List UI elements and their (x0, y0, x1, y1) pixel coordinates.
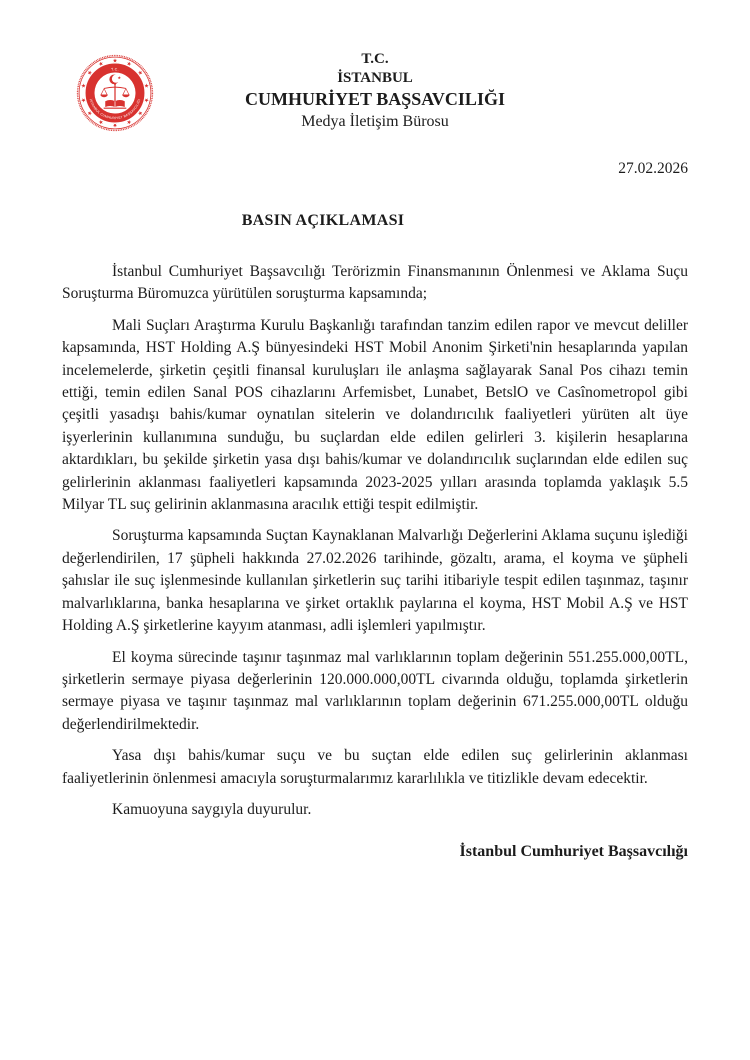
letterhead-bureau: Medya İletişim Bürosu (301, 113, 449, 130)
letterhead-republic-abbrev: T.C. (361, 51, 389, 67)
prosecutor-seal-icon (76, 52, 154, 134)
paragraph-commitment: Yasa dışı bahis/kumar suçu ve bu suçtan elde edilen suç gelirlerinin aklanması faaliyetlerinin önlenmesi amacıyla soruşturmalarımız kararlılıkla ve titizlikle devam edecektir. (62, 747, 688, 787)
paragraph-findings: Mali Suçları Araştırma Kurulu Başkanlığı tarafından tanzim edilen rapor ve mevcut deliller kapsamında, HST Holding A.Ş bünyesindeki HST Mobil Anonim Şirketi'nin hesaplarında yapılan incelemelerde, şirketin çeşitli finansal kuruluşları ile anlaşma sağlayarak Sanal Pos cihazı temin ettiği, temin edilen Sanal POS cihazlarını Arfemisbet, Lunabet, BetslO ve Casînometropol gibi çeşitli yasadışı bahis/kumar oynatılan sitelerin ve dolandırıcılık faaliyetleri yürüten alt üye işyerlerinin kullanımına sunduğu, bu suçlardan elde edilen gelirleri 3. kişilerin hesaplarına aktardıkları, bu şekilde şirketin yasa dışı bahis/kumar ve dolandırıcılık suçlarından elde edilen suç gelirlerinin aklanması faaliyetleri kapsamında 2023-2025 yılları arasında toplamda yaklaşık 5.5 Milyar TL suç gelirinin aklanmasına aracılık ettiği tespit edilmiştir. (62, 316, 688, 514)
paragraph-operations: Soruşturma kapsamında Suçtan Kaynaklanan Malvarlığı Değerlerini Aklama suçunu işlediği değerlendirilen, 17 şüpheli hakkında 27.02.2026 tarihinde, gözaltı, arama, el koyma ve şüpheli şahıslar ile suç işlenmesinde kullanılan şirketlerin suç tarihi itibariyle tespit edilen taşınmaz, taşınır malvarlıklarına, banka hesaplarına ve şirket ortaklık paylarına el koyma, HST Mobil A.Ş ve HST Holding A.Ş şirketlerine kayyım atanması, adli işlemleri yapılmıştır. (62, 527, 688, 635)
seal-ring-text: İSTANBUL CUMHURİYET BAŞSAVCILIĞI (88, 98, 142, 121)
document-title: BASIN AÇIKLAMASI (241, 212, 405, 229)
document-date: 27.02.2026 (618, 160, 688, 177)
letterhead-office: CUMHURİYET BAŞSAVCILIĞI (245, 89, 505, 109)
paragraph-intro: İstanbul Cumhuriyet Başsavcılığı Terörizmin Finansmanının Önlenmesi ve Aklama Suçu Soruşturma Büromuzca yürütülen soruşturma kapsamında; (62, 263, 688, 303)
closing-line: Kamuoyuna saygıyla duyurulur. (112, 800, 312, 818)
press-release-body (62, 261, 688, 864)
paragraph-asset-values: El koyma sürecinde taşınır taşınmaz mal varlıklarının toplam değerinin 551.255.000,00TL, şirketlerin sermaye piyasa değerlerinin 120.000.000,00TL civarında olduğu, toplamda şirketlerin sermaye piyasa ve taşınır taşınmaz mal varlıklarının toplam değerinin 671.255.000,00TL olduğu değerlendirilmektedir. (62, 648, 688, 733)
letterhead-city: İSTANBUL (337, 70, 413, 86)
signature-line: İstanbul Cumhuriyet Başsavcılığı (459, 843, 688, 861)
seal-top-text: T.C. (110, 67, 120, 72)
letterhead (62, 50, 688, 133)
